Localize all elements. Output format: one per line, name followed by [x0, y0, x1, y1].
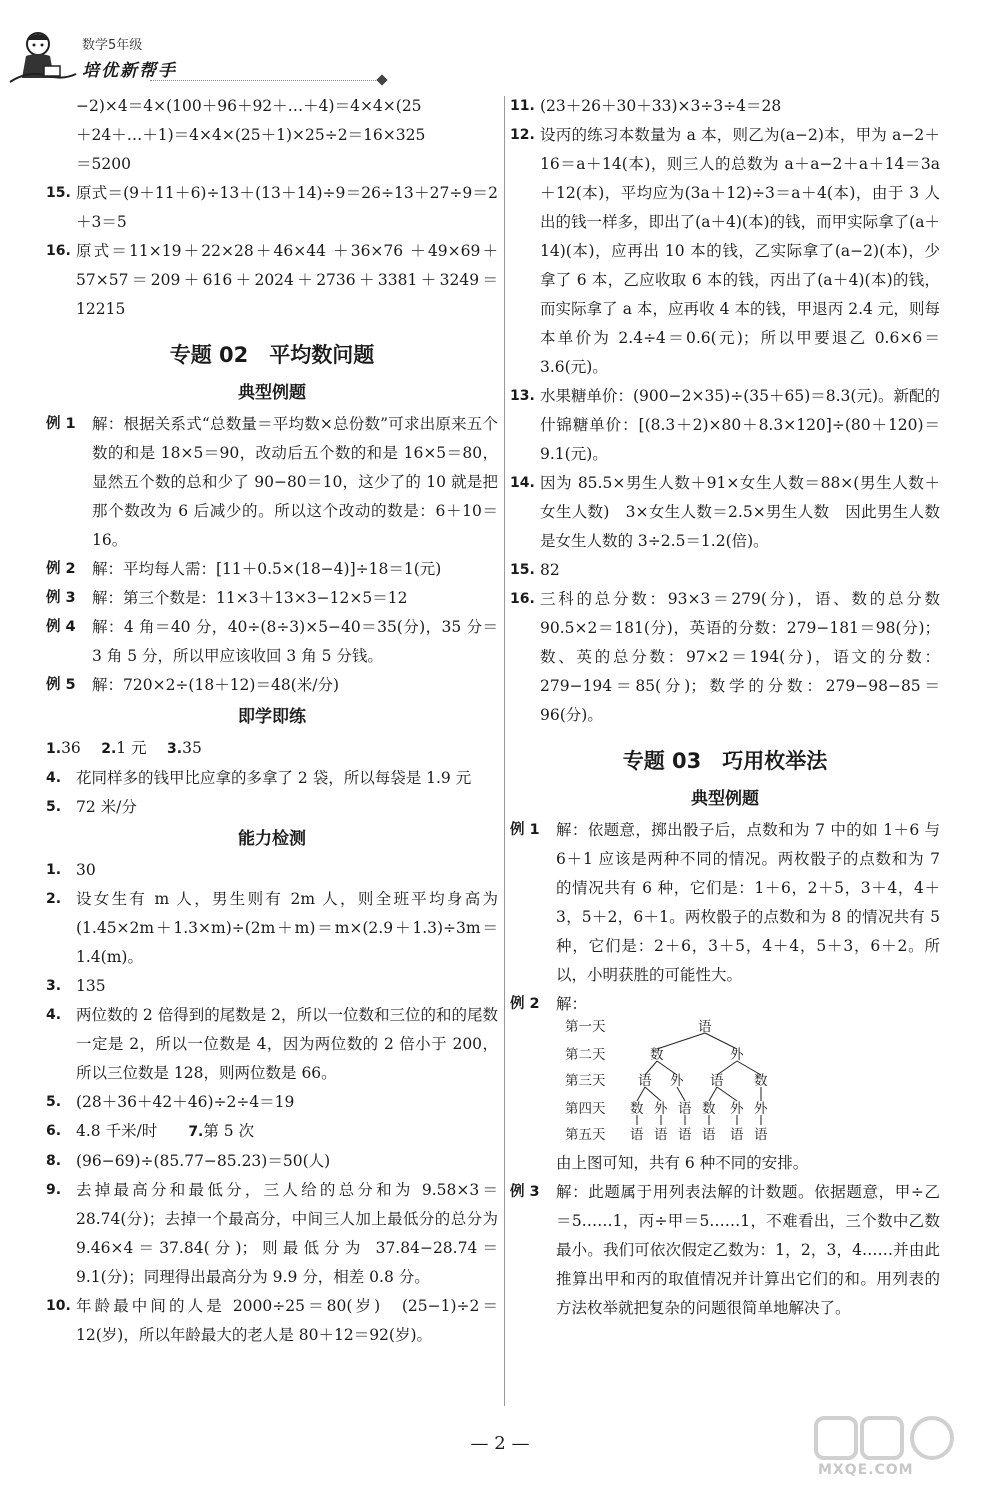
- example-5: [46, 671, 498, 700]
- example-text: 解：第三个数是：11×3＋13×3−12×5＝12: [92, 589, 408, 607]
- book-title: 培优新帮手: [82, 61, 177, 81]
- section-typical-examples: 典型例题: [238, 383, 306, 403]
- page-number: — 2 —: [470, 1433, 530, 1454]
- answer-number: 2.: [101, 741, 117, 757]
- answer-11: [510, 92, 940, 121]
- example-2: [510, 990, 940, 1019]
- answer-number: 1.: [46, 862, 62, 878]
- answer-number: 15.: [46, 185, 71, 201]
- example-1: [46, 410, 498, 555]
- header-rule: [150, 80, 382, 81]
- column-divider: [504, 96, 505, 1406]
- answer-number: 8.: [46, 1153, 62, 1169]
- answer-number: 5.: [46, 1094, 62, 1110]
- day-4-label: 第四天: [565, 1101, 606, 1117]
- continued-line-3: ＝5200: [76, 155, 131, 173]
- answer-12: [510, 121, 940, 382]
- answer-text: (23＋26＋30＋33)×3÷3÷4＝28: [540, 97, 782, 115]
- answer-16: [46, 237, 498, 324]
- diamond-icon: [376, 74, 387, 85]
- answer-13: [510, 382, 940, 469]
- test-answer-2: [46, 885, 498, 972]
- answer-text: 因为 85.5×男生人数＋91×女生人数＝88×(男生人数＋女生人数) 3×女生人数＝2.5×男生人数 因此男生人数是女生人数的 3÷2.5＝1.2(倍)。: [540, 474, 940, 550]
- example-1: [510, 816, 940, 990]
- example-label: 例 4: [46, 619, 76, 635]
- answer-text: 30: [76, 861, 96, 879]
- tree-node: 语: [678, 1127, 692, 1143]
- tree-node: 语: [630, 1127, 644, 1143]
- student-mascot-icon: [8, 26, 78, 88]
- answer-text: 82: [540, 561, 560, 579]
- answer-text: 三科的总分数：93×3＝279(分)，语、数的总分数 90.5×2＝181(分)，英语的分数：279−181＝98(分)；数、英的总分数：97×2＝194(分)，语文的分数：279−194＝85(分)；数学的分数：279−98−85＝96(分)。: [540, 590, 940, 724]
- answer-text: 年龄最中间的人是 2000÷25＝80(岁) (25−1)÷2＝12(岁)，所以年龄最大的老人是 80＋12＝92(岁)。: [76, 1297, 498, 1344]
- tree-node: 数: [754, 1073, 768, 1089]
- day-1-label: 第一天: [565, 1019, 606, 1035]
- answer-text: 原式＝11×19＋22×28＋46×44 ＋36×76 ＋49×69＋57×57＝209＋616＋2024＋2736＋3381＋3249＝12215: [76, 242, 498, 318]
- answer-number: 3.: [167, 741, 183, 757]
- answer-number: 5.: [46, 799, 62, 815]
- example-3: [510, 1178, 940, 1323]
- answer-text: 设女生有 m 人，男生则有 2m 人，则全班平均身高为(1.45×2m＋1.3×m)÷(2m＋m)＝m×(2.9＋1.3)÷3m＝1.4(m)。: [76, 890, 498, 966]
- answer-number: 9.: [46, 1182, 62, 1198]
- series-label: 数学5年级: [82, 38, 143, 53]
- day-5-label: 第五天: [565, 1127, 606, 1143]
- tree-node: 外: [654, 1101, 668, 1117]
- tree-node: 语: [678, 1101, 692, 1117]
- tree-node: 数: [650, 1047, 664, 1063]
- answer-number: 11.: [510, 98, 535, 114]
- answer-15: [46, 179, 498, 237]
- test-answer-4: [46, 1001, 498, 1088]
- tree-node: 语: [638, 1073, 652, 1089]
- topic-02-title: 专题 02 平均数问题: [169, 343, 375, 367]
- section-practice: 即学即练: [238, 707, 306, 727]
- example-2: [46, 555, 498, 584]
- tree-node: 语: [654, 1127, 668, 1143]
- tree-node: 语: [730, 1127, 744, 1143]
- watermark-text: MXQE.COM: [818, 1462, 914, 1478]
- continued-line-2: ＋24＋…＋1)＝4×4×(25＋1)×25÷2＝16×325: [76, 126, 426, 144]
- left-column: [46, 92, 498, 1350]
- example-label: 例 1: [46, 416, 76, 432]
- example-text: 解：依题意，掷出骰子后，点数和为 7 中的如 1＋6 与 6＋1 应该是两种不同的情况。两枚骰子的点数和为 7 的情况共有 6 种，它们是：1＋6，2＋5，3＋4，4＋3，5＋2，6＋1。两枚骰子的点数和为 8 的情况共有 5 种，它们是：2＋6，3＋5，4＋4，5＋3，6＋2。所以，小明获胜的可能性大。: [556, 821, 940, 984]
- day-3-label: 第三天: [565, 1073, 606, 1089]
- example-text: 解：4 角＝40 分，40÷(8÷3)×5−40＝35(分)，35 分＝3 角 5 分，所以甲应该收回 3 角 5 分钱。: [92, 618, 498, 665]
- answer-number: 14.: [510, 475, 535, 491]
- practice-answer-4: [46, 764, 498, 793]
- right-column: [510, 92, 940, 1323]
- example-text: 解：根据关系式“总数量＝平均数×总份数”可求出原来五个数的和是 18×5＝90，改动后五个数的和是 16×5＝80，显然五个数的总和少了 90−80＝10，这少了的 10 就是把那个数改为 6 后减少的。所以这个改动的数是：6＋10＝16。: [92, 415, 498, 549]
- answer-text: 两位数的 2 倍得到的尾数是 2，所以一位数和三位的和的尾数一定是 2，所以一位数是 4，因为两位数的 2 倍小于 200，所以三位数是 128，则两位数是 66。: [76, 1006, 499, 1082]
- tree-node: 语: [698, 1019, 712, 1035]
- answer-text: 去掉最高分和最低分，三人给的总分和为 9.58×3＝28.74(分)；去掉一个最高分，中间三人加上最低分的总分为 9.46×4＝37.84(分)；则最低分为 37.84−28.74＝9.1(分)；同理得出最高分为 9.9 分，相差 0.8 分。: [76, 1181, 498, 1286]
- answer-text: 设丙的练习本数量为 a 本，则乙为(a−2)本，甲为 a−2＋16＝a＋14(本)，则三人的总数为 a＋a−2＋a＋14＝3a＋12(本)，平均应为(3a＋12)÷3＝a＋4(本)，由于 3 人出的钱一样多，即出了(a＋4)(本)的钱，而甲实际拿了(a＋14)(本)，应再出 10 本的钱，乙实际拿了(a−2)(本)，少拿了 6 本，乙应收取 6 本的钱，丙出了(a＋4)(本)的钱，而实际拿了 a 本，应再收 4 本的钱，甲退丙 2.4 元，则每本单价为 2.4÷4＝0.6(元)；所以甲要退乙 0.6×6＝3.6(元)。: [540, 126, 940, 376]
- answer-number: 10.: [46, 1298, 71, 1314]
- tree-node: 外: [730, 1047, 744, 1063]
- example-3: [46, 584, 498, 613]
- tree-conclusion: 由上图可知，共有 6 种不同的安排。: [556, 1154, 809, 1172]
- continued-line-1: −2)×4＝4×(100＋96＋92＋…＋4)＝4×4×(25: [76, 97, 422, 115]
- example-text: 解：720×2÷(18＋12)＝48(米/分): [92, 676, 340, 694]
- answer-text: (28＋36＋42＋46)÷2÷4＝19: [76, 1093, 295, 1111]
- example-label: 例 2: [510, 996, 540, 1012]
- test-answer-6-7: [46, 1117, 498, 1147]
- answer-number: 3.: [46, 978, 62, 994]
- practice-answers-1-3: [46, 734, 498, 764]
- section-typical-examples: 典型例题: [691, 789, 759, 809]
- example-text: 解：此题属于用列表法解的计数题。依据题意，甲÷乙＝5……1，丙÷甲＝5……1，不难看出，三个数中乙数最小。我们可依次假定乙数为：1，2，3，4……并由此推算出甲和丙的取值情况并计算出它们的和。用列表的方法枚举就把复杂的问题很简单地解决了。: [556, 1183, 940, 1317]
- answer-number: 1.: [46, 741, 62, 757]
- day-2-label: 第二天: [565, 1047, 606, 1063]
- page-header: [0, 0, 1000, 92]
- example-label: 例 2: [46, 561, 76, 577]
- section-ability-test: 能力检测: [238, 829, 306, 849]
- answer-number: 16.: [46, 243, 71, 259]
- answer-15: [510, 556, 940, 585]
- continued-answer: [46, 92, 498, 179]
- tree-node: 语: [702, 1127, 716, 1143]
- test-answer-9: [46, 1176, 498, 1292]
- answer-text: 原式＝(9＋11＋6)÷13＋(13＋14)÷9＝26÷13＋27÷9＝2＋3＝5: [76, 184, 498, 231]
- tree-node: 语: [710, 1073, 724, 1089]
- example-label: 例 5: [46, 677, 76, 693]
- answer-number: 16.: [510, 591, 535, 607]
- answer-number: 2.: [46, 891, 62, 907]
- answer-number: 13.: [510, 388, 535, 404]
- test-answer-5: [46, 1088, 498, 1117]
- tree-node: 数: [702, 1101, 716, 1117]
- example-text: 解：平均每人需：[11＋0.5×(18−4)]÷18＝1(元): [92, 560, 442, 578]
- answer-16: [510, 585, 940, 730]
- answer-text: 36: [61, 739, 97, 757]
- answer-text: (96−69)÷(85.77−85.23)＝50(人): [76, 1152, 331, 1170]
- tree-node: 语: [754, 1127, 768, 1143]
- answer-number: 6.: [46, 1123, 62, 1139]
- test-answer-10: [46, 1292, 498, 1350]
- example-label: 例 3: [510, 1184, 540, 1200]
- arrangement-tree-diagram: [565, 1019, 805, 1149]
- example-4: [46, 613, 498, 671]
- practice-answer-5: [46, 793, 498, 822]
- answer-number: 4.: [46, 1007, 62, 1023]
- tree-node: 数: [630, 1101, 644, 1117]
- test-answer-8: [46, 1147, 498, 1176]
- answer-number: 12.: [510, 127, 535, 143]
- test-answer-3: [46, 972, 498, 1001]
- example-label: 例 3: [46, 590, 76, 606]
- answer-14: [510, 469, 940, 556]
- answer-text: 72 米/分: [76, 798, 137, 816]
- answer-text: 1 元: [116, 739, 163, 757]
- example-label: 例 1: [510, 822, 540, 838]
- topic-03-title: 专题 03 巧用枚举法: [622, 749, 828, 773]
- tree-node: 外: [670, 1073, 684, 1089]
- answer-text: 水果糖单价：(900−2×35)÷(35＋65)＝8.3(元)。新配的什锦糖单价：[(8.3＋2)×80＋8.3×120]÷(80＋120)＝9.1(元)。: [540, 387, 941, 463]
- answer-text: 花同样多的钱甲比应拿的多拿了 2 袋，所以每袋是 1.9 元: [76, 769, 472, 787]
- answer-text: 35: [182, 739, 202, 757]
- answer-number: 4.: [46, 770, 62, 786]
- example-text: 解：: [556, 995, 588, 1013]
- answer-text: 4.8 千米/时: [76, 1122, 189, 1140]
- tree-node: 外: [730, 1101, 744, 1117]
- answer-text: 第 5 次: [203, 1122, 255, 1140]
- answer-text: 135: [76, 977, 106, 995]
- tree-node: 外: [754, 1101, 768, 1117]
- answer-number: 15.: [510, 562, 535, 578]
- answer-number: 7.: [188, 1124, 204, 1140]
- test-answer-1: [46, 856, 498, 885]
